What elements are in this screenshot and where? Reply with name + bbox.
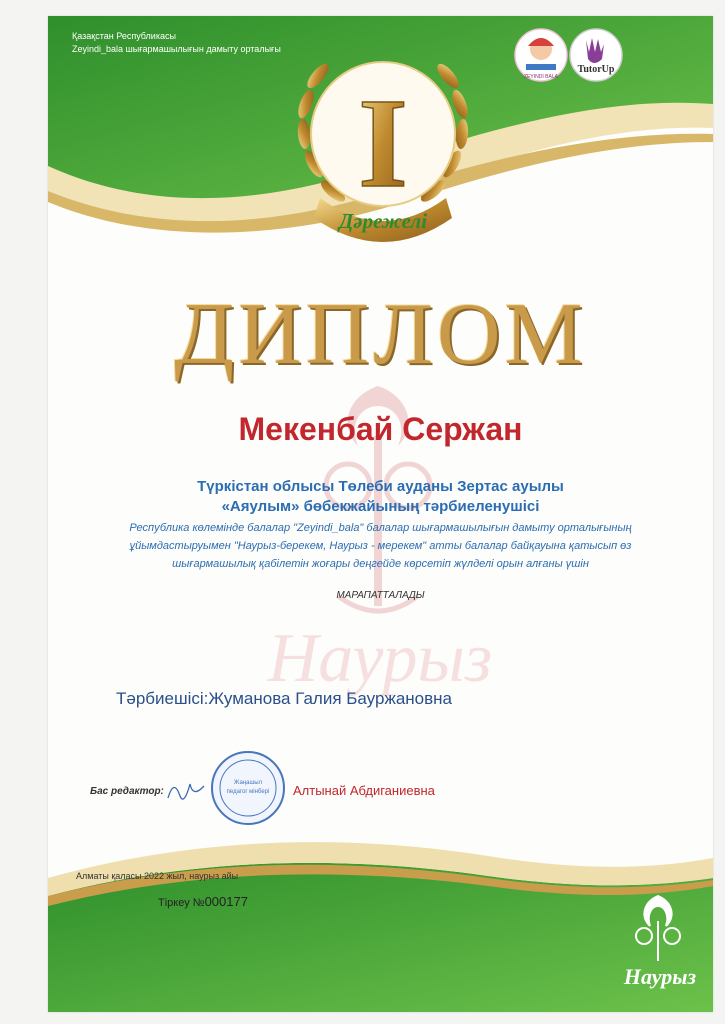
teacher-line: Тәрбиешісі:Жуманова Галия Бауржановна (116, 689, 452, 708)
svg-text:педагог мінбері: педагог мінбері (226, 789, 270, 795)
svg-text:Жаңашыл: Жаңашыл (233, 780, 263, 786)
registration-label: Тіркеу № (158, 897, 205, 909)
diploma-sheet (48, 16, 713, 1012)
org-center: Zeyindi_bala шығармашылығын дамыту орталығы (72, 44, 281, 54)
org-country: Қазақстан Республикасы (72, 31, 176, 41)
description-line-2: ұйымдастыруымен "Наурыз-берекем, Наурыз - мерекем" атты балалар байқауына қатысып өз (129, 540, 632, 552)
registration-value: 000177 (204, 894, 248, 909)
svg-text:TutorUp: TutorUp (577, 64, 615, 75)
registration-number (158, 894, 248, 909)
location-line: Түркістан облысы Төлеби ауданы Зертас ауылы (197, 478, 564, 495)
recipient-name: Мекенбай Сержан (238, 411, 523, 447)
medal-ribbon-text: Дәрежелі (338, 209, 428, 233)
medal-numeral: I (358, 72, 408, 214)
description-line-1: Республика көлемінде балалар "Zeyindi_bala" балалар шығармашылығын дамыту орталығының (129, 522, 632, 534)
watermark-text: Наурыз (267, 620, 493, 697)
stamp (212, 752, 284, 824)
signature-scribble (168, 784, 204, 799)
svg-text:ZEYINDI BALA: ZEYINDI BALA (524, 74, 558, 80)
institution-line: «Аяулым» бөбекжайының тәрбиеленушісі (221, 498, 540, 515)
diploma-title: ДИПЛОМ (174, 286, 587, 383)
editor-name: Алтынай Абдиганиевна (293, 783, 435, 798)
awarded-text: МАРАПАТТАЛАДЫ (336, 590, 425, 601)
footer-brand: Наурыз (623, 964, 697, 989)
city-date: Алматы қаласы 2022 жыл, наурыз айы (76, 871, 239, 881)
description-line-3: шығармашылық қабілетін жоғары деңгейде көрсетіп жүлделі орын алғаны үшін (172, 558, 589, 570)
editor-label: Бас редактор: (90, 786, 164, 797)
